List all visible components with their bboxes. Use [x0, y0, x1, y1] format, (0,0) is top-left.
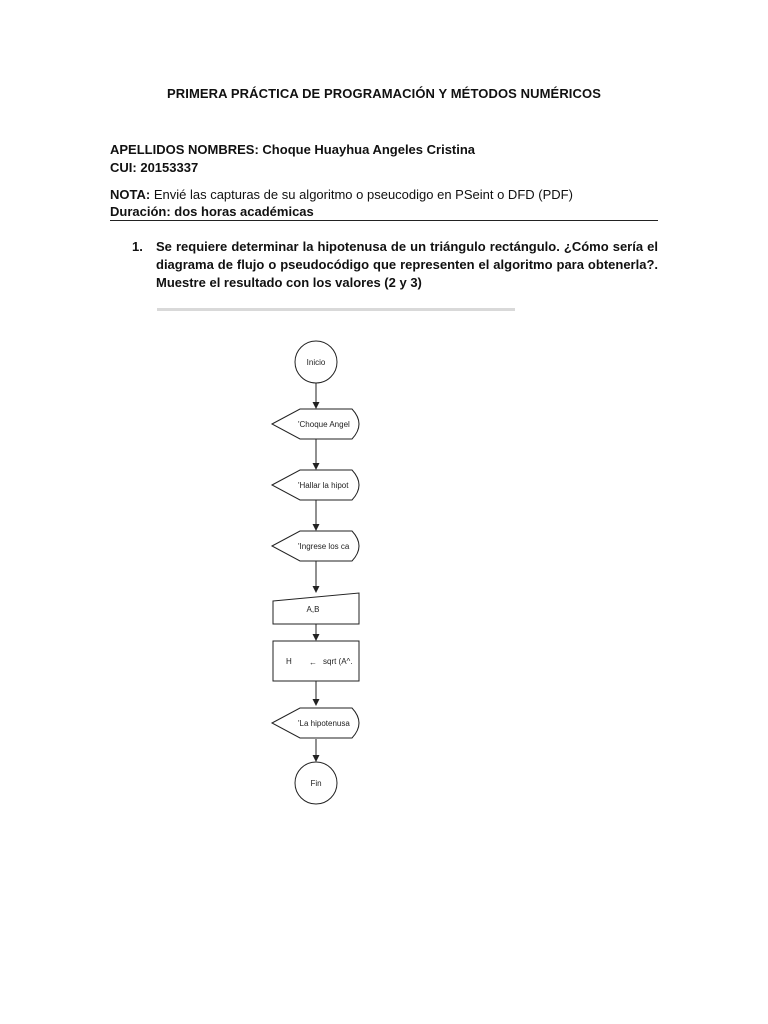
flow-output-node-4: [272, 708, 359, 738]
names-value: Choque Huayhua Angeles Cristina: [262, 142, 476, 157]
flow-assign-expression: sqrt (A^.: [323, 657, 353, 666]
document-title: PRIMERA PRÁCTICA DE PROGRAMACIÓN Y MÉTODOS NUMÉRICOS: [167, 86, 601, 101]
flow-input-label: A,B: [306, 605, 320, 614]
flow-end-node: [295, 762, 337, 804]
flow-start-label: Inicio: [306, 358, 326, 367]
note-label: NOTA:: [110, 187, 151, 202]
question-text: Se requiere determinar la hipotenusa de un triángulo rectángulo. ¿Cómo sería el diagrama de flujo o pseudocódigo que representen el algoritmo para obtenerla?. Muestre el resultado con los valores (2 y 3): [156, 239, 658, 290]
flow-input-node: [273, 593, 359, 624]
flow-output-node-3: [272, 531, 359, 561]
cui-value: 20153337: [140, 160, 199, 175]
flow-output-label-4: 'La hipotenusa: [298, 719, 350, 728]
flow-output-node-1: [272, 409, 359, 439]
flow-assign-node: [273, 641, 359, 681]
note-value: Envié las capturas de su algoritmo o pseucodigo en PSeint o DFD (PDF): [153, 187, 573, 202]
duration-value: dos horas académicas: [174, 204, 314, 219]
question-number: 1.: [132, 239, 143, 254]
cui-label: CUI:: [110, 160, 137, 175]
flow-start-node: [295, 341, 337, 383]
flow-end-label: Fin: [310, 779, 322, 788]
flow-output-label-1: 'Choque Angel: [298, 420, 350, 429]
duration-label: Duración:: [110, 204, 171, 219]
names-label: APELLIDOS NOMBRES:: [110, 142, 259, 157]
flow-output-node-2: [272, 470, 359, 500]
flow-assign-variable: H: [286, 657, 292, 666]
flow-output-label-3: 'Ingrese los ca: [298, 542, 350, 551]
left-arrow-icon: ←: [309, 658, 317, 667]
flow-output-label-2: 'Hallar la hipot: [298, 481, 349, 490]
